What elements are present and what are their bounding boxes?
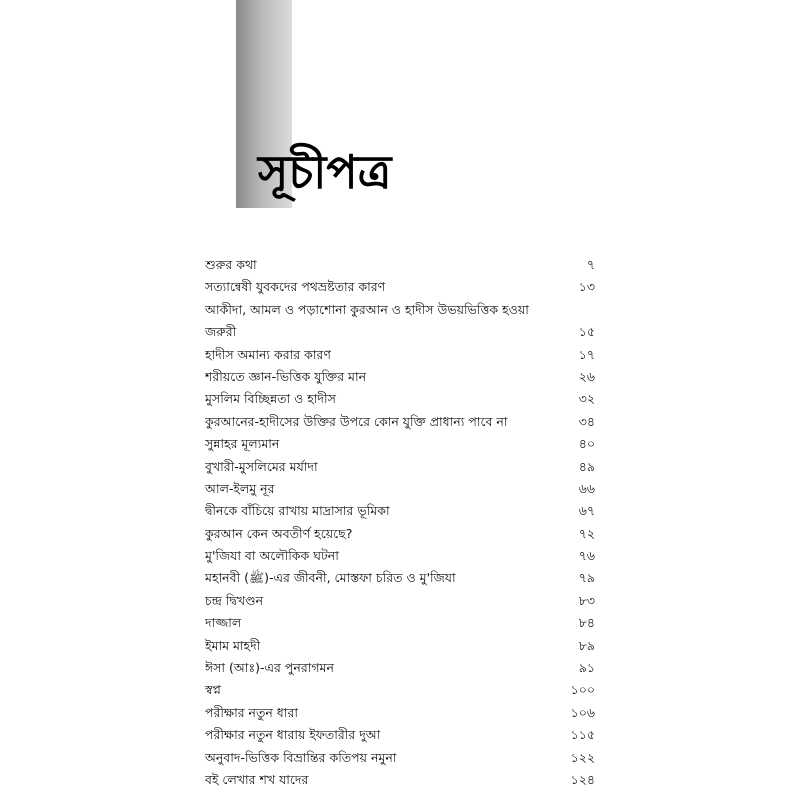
toc-entry <box>205 500 595 522</box>
toc-entry-title: মু'জিযা বা অলৌকিক ঘটনা <box>205 548 339 564</box>
toc-entry-page-number: ৬৬ <box>578 480 595 496</box>
toc-entry-page-number: ১০০ <box>570 682 595 698</box>
toc-entry-page-number: ৩২ <box>578 391 595 407</box>
toc-entry-page-number: ৮৯ <box>578 637 595 653</box>
toc-entry <box>205 456 595 478</box>
table-of-contents <box>205 254 595 791</box>
toc-entry <box>205 478 595 500</box>
toc-entry-title: হাদীস অমান্য করার কারণ <box>205 346 331 362</box>
toc-entry <box>205 567 595 589</box>
toc-entry <box>205 679 595 701</box>
toc-entry-page-number: ৪০ <box>578 436 595 452</box>
toc-entry-page-number: ১৭ <box>578 346 595 362</box>
toc-entry-title: পরীক্ষার নতুন ধারায় ইফতারীর দুআ <box>205 727 381 743</box>
toc-entry-page-number: ১০৬ <box>570 704 595 720</box>
toc-entry <box>205 612 595 634</box>
toc-entry <box>205 769 595 791</box>
toc-entry-title: আকীদা, আমল ও পড়াশোনা কুরআন ও হাদীস উভয়ভিত্তিক হওয়া জরুরী <box>205 301 529 340</box>
toc-entry-page-number: ১৩ <box>578 279 595 295</box>
toc-entry-page-number: ৯১ <box>578 660 595 676</box>
toc-entry-page-number: ৪৯ <box>578 458 595 474</box>
toc-entry <box>205 276 595 298</box>
toc-entry-title: আল-ইলমু নূর <box>205 480 275 496</box>
toc-entry-title: বুখারী-মুসলিমের মর্যাদা <box>205 458 318 474</box>
toc-entry-title: শরীয়তে জ্ঞান-ভিত্তিক যুক্তির মান <box>205 368 367 384</box>
toc-entry <box>205 254 595 276</box>
toc-entry-title: স্বপ্ন <box>205 682 221 698</box>
toc-entry-page-number: ২৬ <box>578 368 595 384</box>
toc-entry <box>205 411 595 433</box>
toc-entry-title: পরীক্ষার নতুন ধারা <box>205 704 298 720</box>
toc-entry-page-number: ৮৩ <box>578 592 595 608</box>
toc-entry-page-number: ১২৪ <box>570 771 595 787</box>
toc-entry <box>205 590 595 612</box>
toc-entry <box>205 702 595 724</box>
toc-entry-title: মুসলিম বিচ্ছিন্নতা ও হাদীস <box>205 391 336 407</box>
toc-entry-title: অনুবাদ-ভিত্তিক বিভ্রান্তির কতিপয় নমুনা <box>205 749 397 765</box>
toc-entry-title: সুন্নাহর মূল্যমান <box>205 436 280 452</box>
toc-entry <box>205 523 595 545</box>
toc-entry <box>205 724 595 746</box>
toc-entry-title: মহানবী (ﷺ)-এর জীবনী, মোস্তফা চরিত ও মু'জিযা <box>205 570 456 586</box>
toc-entry-page-number: ১২২ <box>570 749 595 765</box>
toc-entry <box>205 388 595 410</box>
toc-entry-page-number: ৭৬ <box>578 548 595 564</box>
toc-entry-page-number: ৭ <box>586 256 595 272</box>
toc-entry-title: ঈসা (আঃ)-এর পুনরাগমন <box>205 660 334 676</box>
toc-entry <box>205 433 595 455</box>
toc-entry-page-number: ৩৪ <box>578 413 595 429</box>
toc-entry-title: দ্বীনকে বাঁচিয়ে রাখায় মাদ্রাসার ভূমিকা <box>205 503 390 519</box>
toc-entry <box>205 299 595 344</box>
page-title: সূচীপত্র <box>258 145 392 199</box>
toc-entry <box>205 635 595 657</box>
toc-entry-title: দাজ্জাল <box>205 615 242 631</box>
toc-entry-page-number: ৮৪ <box>578 615 595 631</box>
toc-entry-title: কুরআন কেন অবতীর্ণ হয়েছে? <box>205 525 353 541</box>
toc-entry <box>205 344 595 366</box>
toc-entry-page-number: ৭২ <box>578 525 595 541</box>
toc-entry-title: শুরুর কথা <box>205 256 257 272</box>
toc-entry-title: চন্দ্র দ্বিখণ্ডন <box>205 592 264 608</box>
toc-entry <box>205 747 595 769</box>
toc-entry-title: কুরআনের-হাদীসের উক্তির উপরে কোন যুক্তি প্রাধান্য পাবে না <box>205 413 508 429</box>
toc-entry-page-number: ১৫ <box>578 324 595 340</box>
toc-entry-title: সত্যান্বেষী যুবকদের পথভ্রষ্টতার কারণ <box>205 279 386 295</box>
toc-entry <box>205 545 595 567</box>
toc-entry-title: বই লেখার শখ যাদের <box>205 771 309 787</box>
toc-entry-page-number: ৭৯ <box>578 570 595 586</box>
toc-entry <box>205 366 595 388</box>
toc-entry-title: ইমাম মাহদী <box>205 637 261 653</box>
toc-entry-page-number: ৬৭ <box>578 503 595 519</box>
toc-entry <box>205 657 595 679</box>
toc-entry-page-number: ১১৫ <box>570 727 595 743</box>
